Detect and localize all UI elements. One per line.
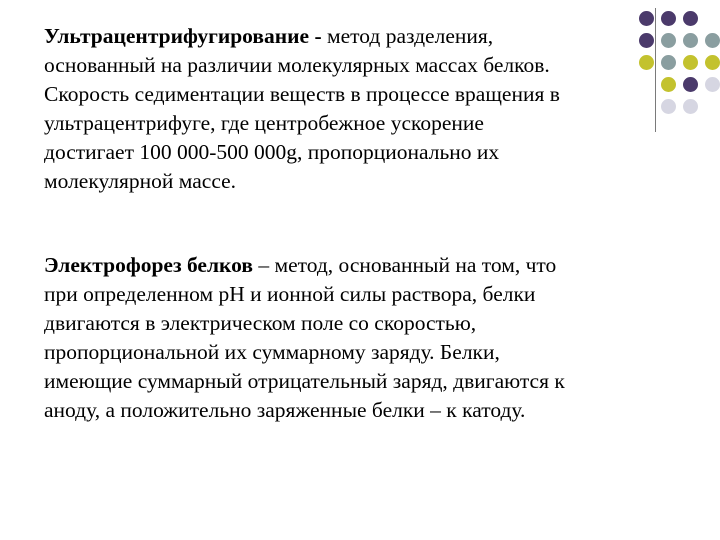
dot-icon <box>661 77 676 92</box>
text-line: достигает 100 000-500 000g, пропорционально их <box>44 140 500 164</box>
dot-icon <box>683 77 698 92</box>
dot-icon <box>639 33 654 48</box>
dot-icon <box>639 11 654 26</box>
paragraph-ultracentrifugation <box>44 22 560 196</box>
dot-icon <box>705 55 720 70</box>
dot-icon <box>683 11 698 26</box>
text-line: Скорость седиментации веществ в процессе вращения в <box>44 82 560 106</box>
text-line: ультрацентрифуге, где центробежное ускорение <box>44 111 484 135</box>
dot-icon <box>661 11 676 26</box>
text-line: основанный на различии молекулярных массах белков. <box>44 53 550 77</box>
text-line: при определенном pH и ионной силы раствора, белки <box>44 282 536 306</box>
text-line <box>44 22 560 51</box>
definition-start: метод разделения, <box>321 24 494 48</box>
divider-line <box>655 8 656 132</box>
dot-icon <box>705 77 720 92</box>
term-ultracentrifugation: Ультрацентрифугирование - <box>44 24 322 48</box>
text-line: имеющие суммарный отрицательный заряд, двигаются к <box>44 369 565 393</box>
dot-icon <box>683 33 698 48</box>
dot-icon <box>705 33 720 48</box>
text-line <box>44 251 565 280</box>
text-line: аноду, а положительно заряженные белки – к катоду. <box>44 398 526 422</box>
dot-icon <box>639 55 654 70</box>
dot-icon <box>661 55 676 70</box>
dot-icon <box>661 99 676 114</box>
dot-icon <box>683 99 698 114</box>
text-line: пропорциональной их суммарному заряду. Белки, <box>44 340 500 364</box>
dot-icon <box>683 55 698 70</box>
paragraph-electrophoresis <box>44 251 565 425</box>
text-line: молекулярной массе. <box>44 169 237 193</box>
dot-icon <box>661 33 676 48</box>
term-electrophoresis: Электрофорез белков <box>44 253 253 277</box>
text-line: двигаются в электрическом поле со скоростью, <box>44 311 477 335</box>
definition-start: – метод, основанный на том, что <box>252 253 557 277</box>
